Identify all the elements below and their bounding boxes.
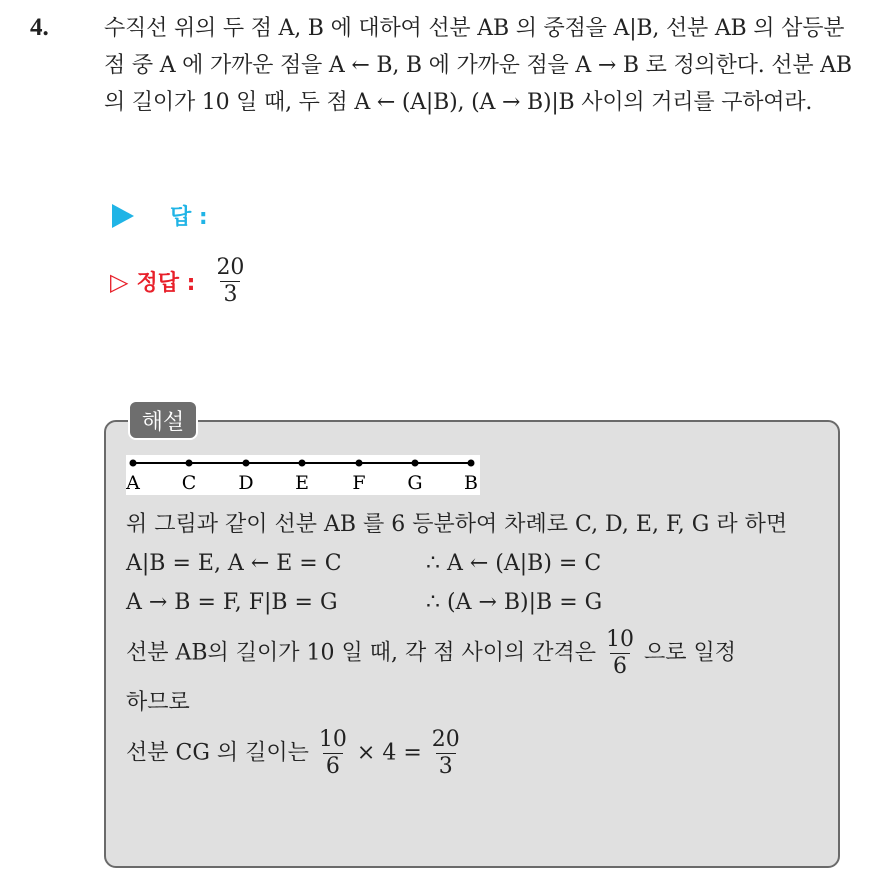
point-dot-g [412,460,419,467]
solution-line-1: 위 그림과 같이 선분 AB 를 6 등분하여 차례로 C, D, E, F, G 라 하면 [126,512,788,537]
correct-answer-row [110,255,247,308]
point-dot-d [243,460,250,467]
solution-eq-1 [126,545,836,582]
number-line-figure [126,455,480,495]
point-dot-c [186,460,193,467]
fraction-numerator: 20 [431,727,460,752]
fraction-numerator: 10 [606,627,635,652]
solution-line-4 [126,627,836,680]
correct-answer-label: 정답 : [136,271,196,296]
length-fraction-2 [429,727,463,780]
interval-fraction [603,627,637,680]
solution-line-5: 하므로 [126,690,190,715]
fraction-denominator: 6 [323,753,343,780]
point-label-g: G [407,472,423,494]
length-fraction-1 [316,727,350,780]
question-number: 4. [30,14,49,41]
solution-line-6 [126,727,836,780]
question-text: 수직선 위의 두 점 A, B 에 대하여 선분 AB 의 중점을 A|B, 선분 AB 의 삼등분점 중 A 에 가까운 점을 A ← B, B 에 가까운 점을 A → B 로 정의한다. 선분 AB 의 길이가 10 일 때, 두 점 A ← (A|B), (A → B)|B 사이의 거리를 구하여라. [104,16,852,115]
line6-text-b: × 4 = [356,740,422,766]
eq2-left: A → B = F, F|B = G [126,590,338,615]
eq1-left: A|B = E, A ← E = C [126,551,342,576]
solution-eq-2 [126,584,836,621]
point-label-c: C [181,472,197,494]
fraction-numerator: 20 [216,255,245,280]
point-label-a: A [126,472,140,494]
eq1-right: ∴ A ← (A|B) = C [426,551,602,576]
point-label-e: E [295,472,309,494]
solution-tag: 해설 [128,400,198,440]
point-dot-e [299,460,306,467]
line4-text-a: 선분 AB의 길이가 10 일 때, 각 점 사이의 간격은 [126,640,597,666]
fraction-denominator: 3 [220,281,240,308]
fraction-numerator: 10 [318,727,347,752]
point-dot-b [468,460,475,467]
solution-text [126,506,836,780]
outline-triangle-icon: ▷ [110,267,129,296]
fraction-denominator: 3 [436,753,456,780]
point-label-d: D [238,472,254,494]
line6-text-a: 선분 CG 의 길이는 [126,740,309,766]
point-dot-a [130,460,137,467]
answer-row [112,200,208,231]
fraction-denominator: 6 [610,653,630,680]
point-label-f: F [352,472,366,494]
answer-label: 답 : [170,205,208,230]
point-dot-f [356,460,363,467]
eq2-right: ∴ (A → B)|B = G [426,590,603,615]
play-triangle-icon [112,204,134,228]
correct-answer-fraction [213,255,247,308]
line4-text-b: 으로 일정 [644,640,737,666]
point-label-b: B [464,472,478,494]
